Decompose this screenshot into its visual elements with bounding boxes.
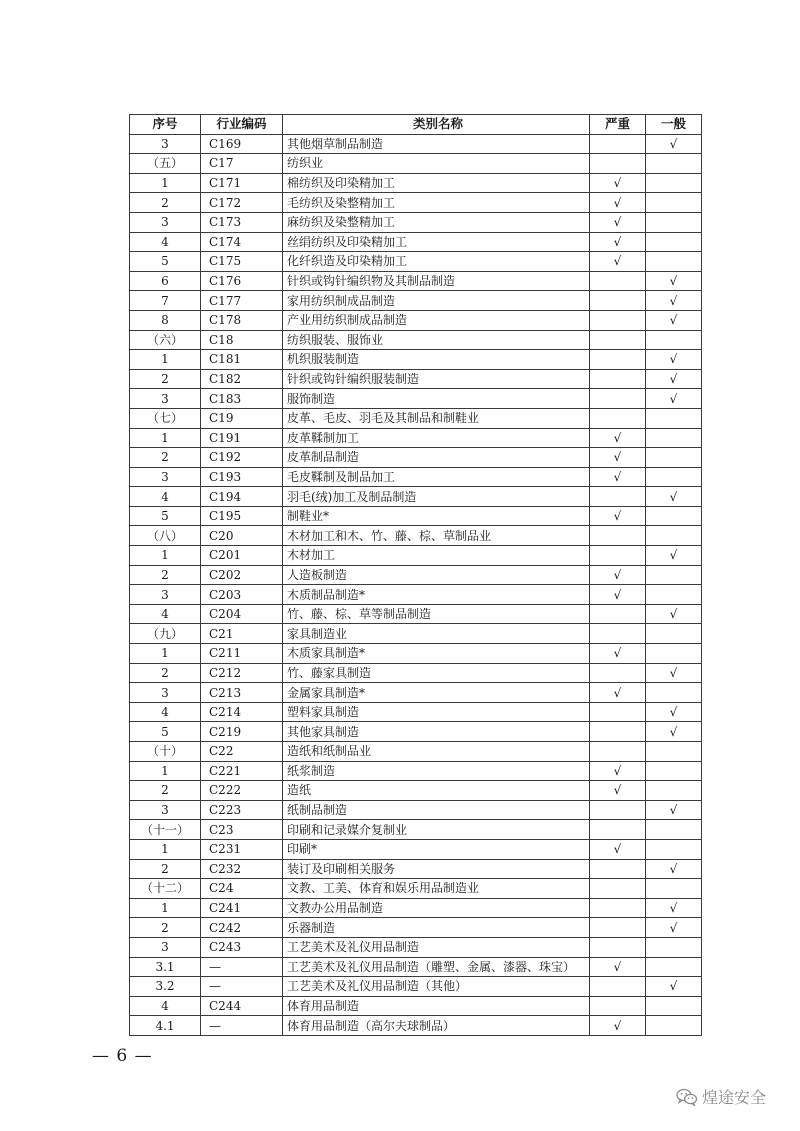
cell-general-mark <box>646 428 702 448</box>
cell-index: 1 <box>130 761 201 781</box>
cell-name: 工艺美术及礼仪用品制造（雕塑、金属、漆器、珠宝） <box>283 957 590 977</box>
cell-code: C214 <box>201 702 283 722</box>
table-row <box>130 604 702 624</box>
cell-code: C172 <box>201 193 283 213</box>
cell-severe-mark: √ <box>590 212 646 232</box>
table-row <box>130 546 702 566</box>
cell-severe-mark: √ <box>590 585 646 605</box>
cell-name: 竹、藤家具制造 <box>283 663 590 683</box>
cell-severe-mark <box>590 487 646 507</box>
cell-index: 2 <box>130 565 201 585</box>
cell-code: C192 <box>201 448 283 468</box>
table-row <box>130 683 702 703</box>
cell-severe-mark <box>590 937 646 957</box>
cell-name: 其他烟草制品制造 <box>283 134 590 154</box>
cell-general-mark <box>646 526 702 546</box>
cell-code: C193 <box>201 467 283 487</box>
cell-severe-mark <box>590 526 646 546</box>
cell-code: C231 <box>201 839 283 859</box>
cell-general-mark: √ <box>646 977 702 997</box>
cell-general-mark <box>646 506 702 526</box>
cell-name: 工艺美术及礼仪用品制造（其他） <box>283 977 590 997</box>
table-row <box>130 565 702 585</box>
industry-classification-table <box>129 114 702 1036</box>
cell-general-mark <box>646 212 702 232</box>
cell-severe-mark <box>590 918 646 938</box>
cell-severe-mark: √ <box>590 565 646 585</box>
cell-severe-mark: √ <box>590 467 646 487</box>
cell-severe-mark <box>590 722 646 742</box>
cell-general-mark <box>646 585 702 605</box>
table-row <box>130 212 702 232</box>
table-row <box>130 957 702 977</box>
cell-severe-mark <box>590 663 646 683</box>
cell-severe-mark <box>590 702 646 722</box>
cell-name: 家具制造业 <box>283 624 590 644</box>
cell-index: 1 <box>130 428 201 448</box>
table-header-row <box>130 115 702 135</box>
cell-name: 木材加工 <box>283 546 590 566</box>
cell-code: C201 <box>201 546 283 566</box>
cell-index: 1 <box>130 839 201 859</box>
cell-code: C191 <box>201 428 283 448</box>
cell-general-mark <box>646 1016 702 1036</box>
cell-code: C181 <box>201 350 283 370</box>
table-row <box>130 722 702 742</box>
cell-index: 4.1 <box>130 1016 201 1036</box>
cell-code: C232 <box>201 859 283 879</box>
table-row <box>130 448 702 468</box>
cell-name: 木材加工和木、竹、藤、棕、草制品业 <box>283 526 590 546</box>
cell-general-mark: √ <box>646 604 702 624</box>
header-code: 行业编码 <box>201 115 283 135</box>
table-row <box>130 428 702 448</box>
cell-index: 5 <box>130 506 201 526</box>
cell-code: C177 <box>201 291 283 311</box>
cell-code: C223 <box>201 800 283 820</box>
cell-general-mark: √ <box>646 389 702 409</box>
cell-severe-mark: √ <box>590 1016 646 1036</box>
wechat-icon <box>676 1088 698 1106</box>
cell-index: （七） <box>130 408 201 428</box>
cell-name: 针织或钩针编织服装制造 <box>283 369 590 389</box>
table-row <box>130 389 702 409</box>
cell-name: 皮革制品制造 <box>283 448 590 468</box>
cell-name: 机织服装制造 <box>283 350 590 370</box>
cell-name: 家用纺织制成品制造 <box>283 291 590 311</box>
cell-name: 丝绢纺织及印染精加工 <box>283 232 590 252</box>
table-group-row <box>130 879 702 899</box>
cell-index: 4 <box>130 996 201 1016</box>
cell-name: 纸制品制造 <box>283 800 590 820</box>
cell-index: 3.2 <box>130 977 201 997</box>
cell-name: 人造板制造 <box>283 565 590 585</box>
cell-index: 3 <box>130 937 201 957</box>
table-row <box>130 977 702 997</box>
cell-general-mark <box>646 565 702 585</box>
cell-name: 木质家具制造* <box>283 644 590 664</box>
cell-index: 1 <box>130 350 201 370</box>
cell-general-mark: √ <box>646 800 702 820</box>
cell-index: 2 <box>130 663 201 683</box>
table-row <box>130 996 702 1016</box>
cell-severe-mark: √ <box>590 761 646 781</box>
cell-code: C202 <box>201 565 283 585</box>
cell-severe-mark: √ <box>590 428 646 448</box>
cell-index: 1 <box>130 546 201 566</box>
cell-general-mark <box>646 154 702 174</box>
cell-general-mark: √ <box>646 663 702 683</box>
cell-general-mark <box>646 624 702 644</box>
cell-code: — <box>201 1016 283 1036</box>
cell-general-mark: √ <box>646 722 702 742</box>
cell-code: C222 <box>201 781 283 801</box>
cell-severe-mark <box>590 624 646 644</box>
cell-severe-mark: √ <box>590 448 646 468</box>
table-group-row <box>130 154 702 174</box>
cell-general-mark: √ <box>646 271 702 291</box>
cell-name: 乐器制造 <box>283 918 590 938</box>
cell-name: 造纸和纸制品业 <box>283 742 590 762</box>
table-row <box>130 585 702 605</box>
table-group-row <box>130 526 702 546</box>
cell-code: C19 <box>201 408 283 428</box>
cell-name: 造纸 <box>283 781 590 801</box>
cell-index: 4 <box>130 702 201 722</box>
cell-index: （六） <box>130 330 201 350</box>
cell-index: 8 <box>130 310 201 330</box>
cell-general-mark: √ <box>646 291 702 311</box>
cell-general-mark <box>646 996 702 1016</box>
table-row <box>130 271 702 291</box>
cell-name: 纺织服装、服饰业 <box>283 330 590 350</box>
cell-index: 3 <box>130 585 201 605</box>
table-row <box>130 193 702 213</box>
page-number: — 6 — <box>92 1046 153 1066</box>
cell-name: 文教、工美、体育和娱乐用品制造业 <box>283 879 590 899</box>
cell-name: 皮革鞣制加工 <box>283 428 590 448</box>
cell-severe-mark: √ <box>590 193 646 213</box>
cell-index: （十） <box>130 742 201 762</box>
header-name: 类别名称 <box>283 115 590 135</box>
cell-name: 麻纺织及染整精加工 <box>283 212 590 232</box>
cell-severe-mark <box>590 996 646 1016</box>
cell-general-mark: √ <box>646 134 702 154</box>
cell-general-mark <box>646 232 702 252</box>
cell-code: C178 <box>201 310 283 330</box>
cell-name: 化纤织造及印染精加工 <box>283 252 590 272</box>
cell-name: 纺织业 <box>283 154 590 174</box>
cell-code: C22 <box>201 742 283 762</box>
cell-general-mark <box>646 193 702 213</box>
table-group-row <box>130 408 702 428</box>
cell-general-mark: √ <box>646 310 702 330</box>
table-row <box>130 173 702 193</box>
cell-code: C183 <box>201 389 283 409</box>
cell-general-mark <box>646 330 702 350</box>
cell-name: 印刷* <box>283 839 590 859</box>
cell-name: 体育用品制造 <box>283 996 590 1016</box>
table-row <box>130 291 702 311</box>
cell-name: 体育用品制造（高尔夫球制品） <box>283 1016 590 1036</box>
cell-general-mark <box>646 252 702 272</box>
cell-name: 皮革、毛皮、羽毛及其制品和制鞋业 <box>283 408 590 428</box>
table-row <box>130 487 702 507</box>
cell-general-mark <box>646 467 702 487</box>
cell-code: C204 <box>201 604 283 624</box>
cell-code: C24 <box>201 879 283 899</box>
cell-code: C169 <box>201 134 283 154</box>
cell-name: 印刷和记录媒介复制业 <box>283 820 590 840</box>
table-row <box>130 800 702 820</box>
cell-general-mark: √ <box>646 859 702 879</box>
cell-code: — <box>201 977 283 997</box>
cell-general-mark <box>646 448 702 468</box>
cell-index: 3 <box>130 134 201 154</box>
cell-general-mark <box>646 937 702 957</box>
cell-severe-mark <box>590 330 646 350</box>
cell-severe-mark <box>590 350 646 370</box>
table-row <box>130 859 702 879</box>
cell-index: 2 <box>130 369 201 389</box>
table-row <box>130 310 702 330</box>
cell-name: 装订及印刷相关服务 <box>283 859 590 879</box>
cell-index: 2 <box>130 859 201 879</box>
cell-severe-mark <box>590 154 646 174</box>
cell-general-mark: √ <box>646 918 702 938</box>
cell-general-mark <box>646 820 702 840</box>
cell-code: C171 <box>201 173 283 193</box>
cell-index: 2 <box>130 193 201 213</box>
cell-code: C18 <box>201 330 283 350</box>
cell-general-mark: √ <box>646 546 702 566</box>
cell-index: 2 <box>130 781 201 801</box>
table-row <box>130 134 702 154</box>
table-group-row <box>130 624 702 644</box>
cell-index: 5 <box>130 722 201 742</box>
cell-general-mark <box>646 839 702 859</box>
cell-code: C221 <box>201 761 283 781</box>
table-row <box>130 761 702 781</box>
cell-code: C21 <box>201 624 283 644</box>
cell-general-mark <box>646 879 702 899</box>
cell-code: C174 <box>201 232 283 252</box>
header-severe: 严重 <box>590 115 646 135</box>
table-group-row <box>130 330 702 350</box>
cell-code: C195 <box>201 506 283 526</box>
table-row <box>130 467 702 487</box>
cell-index: 1 <box>130 173 201 193</box>
table-row <box>130 898 702 918</box>
cell-name: 工艺美术及礼仪用品制造 <box>283 937 590 957</box>
cell-severe-mark: √ <box>590 839 646 859</box>
cell-severe-mark <box>590 977 646 997</box>
cell-index: 2 <box>130 448 201 468</box>
cell-name: 毛纺织及染整精加工 <box>283 193 590 213</box>
cell-name: 竹、藤、棕、草等制品制造 <box>283 604 590 624</box>
cell-index: 2 <box>130 918 201 938</box>
cell-general-mark <box>646 408 702 428</box>
cell-general-mark <box>646 644 702 664</box>
cell-code: C23 <box>201 820 283 840</box>
cell-severe-mark <box>590 604 646 624</box>
table-row <box>130 918 702 938</box>
cell-severe-mark <box>590 742 646 762</box>
cell-name: 塑料家具制造 <box>283 702 590 722</box>
cell-code: C175 <box>201 252 283 272</box>
cell-severe-mark: √ <box>590 683 646 703</box>
table-group-row <box>130 820 702 840</box>
cell-general-mark: √ <box>646 350 702 370</box>
cell-severe-mark <box>590 820 646 840</box>
cell-name: 制鞋业* <box>283 506 590 526</box>
cell-code: C203 <box>201 585 283 605</box>
cell-name: 针织或钩针编织物及其制品制造 <box>283 271 590 291</box>
cell-severe-mark: √ <box>590 252 646 272</box>
cell-code: C241 <box>201 898 283 918</box>
cell-severe-mark <box>590 134 646 154</box>
cell-index: 3 <box>130 212 201 232</box>
table-row <box>130 232 702 252</box>
cell-severe-mark <box>590 310 646 330</box>
cell-code: C176 <box>201 271 283 291</box>
cell-general-mark: √ <box>646 702 702 722</box>
cell-general-mark: √ <box>646 898 702 918</box>
cell-index: （八） <box>130 526 201 546</box>
cell-index: 4 <box>130 232 201 252</box>
cell-index: 6 <box>130 271 201 291</box>
cell-code: C182 <box>201 369 283 389</box>
table-row <box>130 644 702 664</box>
table-row <box>130 369 702 389</box>
cell-general-mark: √ <box>646 369 702 389</box>
cell-severe-mark: √ <box>590 957 646 977</box>
cell-general-mark <box>646 957 702 977</box>
table-row <box>130 252 702 272</box>
cell-general-mark <box>646 173 702 193</box>
cell-severe-mark <box>590 271 646 291</box>
watermark-text: 煌途安全 <box>702 1088 767 1107</box>
header-general: 一般 <box>646 115 702 135</box>
cell-severe-mark <box>590 898 646 918</box>
cell-code: C219 <box>201 722 283 742</box>
cell-index: 4 <box>130 604 201 624</box>
cell-general-mark <box>646 683 702 703</box>
cell-severe-mark <box>590 369 646 389</box>
cell-index: 3 <box>130 800 201 820</box>
cell-code: C194 <box>201 487 283 507</box>
cell-index: 5 <box>130 252 201 272</box>
cell-index: （十二） <box>130 879 201 899</box>
table-group-row <box>130 742 702 762</box>
cell-index: 3 <box>130 467 201 487</box>
cell-name: 纸浆制造 <box>283 761 590 781</box>
cell-index: 1 <box>130 898 201 918</box>
cell-severe-mark: √ <box>590 173 646 193</box>
cell-general-mark <box>646 781 702 801</box>
cell-code: C211 <box>201 644 283 664</box>
table-row <box>130 702 702 722</box>
cell-code: C212 <box>201 663 283 683</box>
table-row <box>130 937 702 957</box>
cell-code: C244 <box>201 996 283 1016</box>
cell-code: C213 <box>201 683 283 703</box>
cell-name: 产业用纺织制成品制造 <box>283 310 590 330</box>
cell-name: 金属家具制造* <box>283 683 590 703</box>
cell-code: C242 <box>201 918 283 938</box>
cell-severe-mark <box>590 408 646 428</box>
header-index: 序号 <box>130 115 201 135</box>
cell-name: 毛皮鞣制及制品加工 <box>283 467 590 487</box>
table-body <box>130 134 702 1035</box>
cell-severe-mark <box>590 291 646 311</box>
cell-index: 3 <box>130 389 201 409</box>
cell-name: 其他家具制造 <box>283 722 590 742</box>
cell-severe-mark <box>590 859 646 879</box>
cell-index: 3 <box>130 683 201 703</box>
cell-severe-mark: √ <box>590 232 646 252</box>
cell-general-mark <box>646 761 702 781</box>
table-row <box>130 663 702 683</box>
cell-index: （九） <box>130 624 201 644</box>
cell-severe-mark: √ <box>590 781 646 801</box>
cell-severe-mark <box>590 800 646 820</box>
cell-index: 3.1 <box>130 957 201 977</box>
watermark <box>676 1085 766 1108</box>
cell-name: 棉纺织及印染精加工 <box>283 173 590 193</box>
cell-severe-mark <box>590 879 646 899</box>
cell-name: 文教办公用品制造 <box>283 898 590 918</box>
cell-code: — <box>201 957 283 977</box>
cell-index: 7 <box>130 291 201 311</box>
table-row <box>130 350 702 370</box>
cell-severe-mark: √ <box>590 506 646 526</box>
cell-index: 4 <box>130 487 201 507</box>
cell-name: 木质制品制造* <box>283 585 590 605</box>
cell-name: 服饰制造 <box>283 389 590 409</box>
cell-code: C20 <box>201 526 283 546</box>
cell-name: 羽毛(绒)加工及制品制造 <box>283 487 590 507</box>
cell-index: 1 <box>130 644 201 664</box>
cell-code: C173 <box>201 212 283 232</box>
cell-code: C243 <box>201 937 283 957</box>
table-row <box>130 1016 702 1036</box>
cell-severe-mark: √ <box>590 644 646 664</box>
cell-index: （十一） <box>130 820 201 840</box>
cell-code: C17 <box>201 154 283 174</box>
table-row <box>130 781 702 801</box>
cell-severe-mark <box>590 546 646 566</box>
cell-general-mark: √ <box>646 487 702 507</box>
table-row <box>130 839 702 859</box>
cell-general-mark <box>646 742 702 762</box>
cell-index: （五） <box>130 154 201 174</box>
cell-severe-mark <box>590 389 646 409</box>
table-row <box>130 506 702 526</box>
